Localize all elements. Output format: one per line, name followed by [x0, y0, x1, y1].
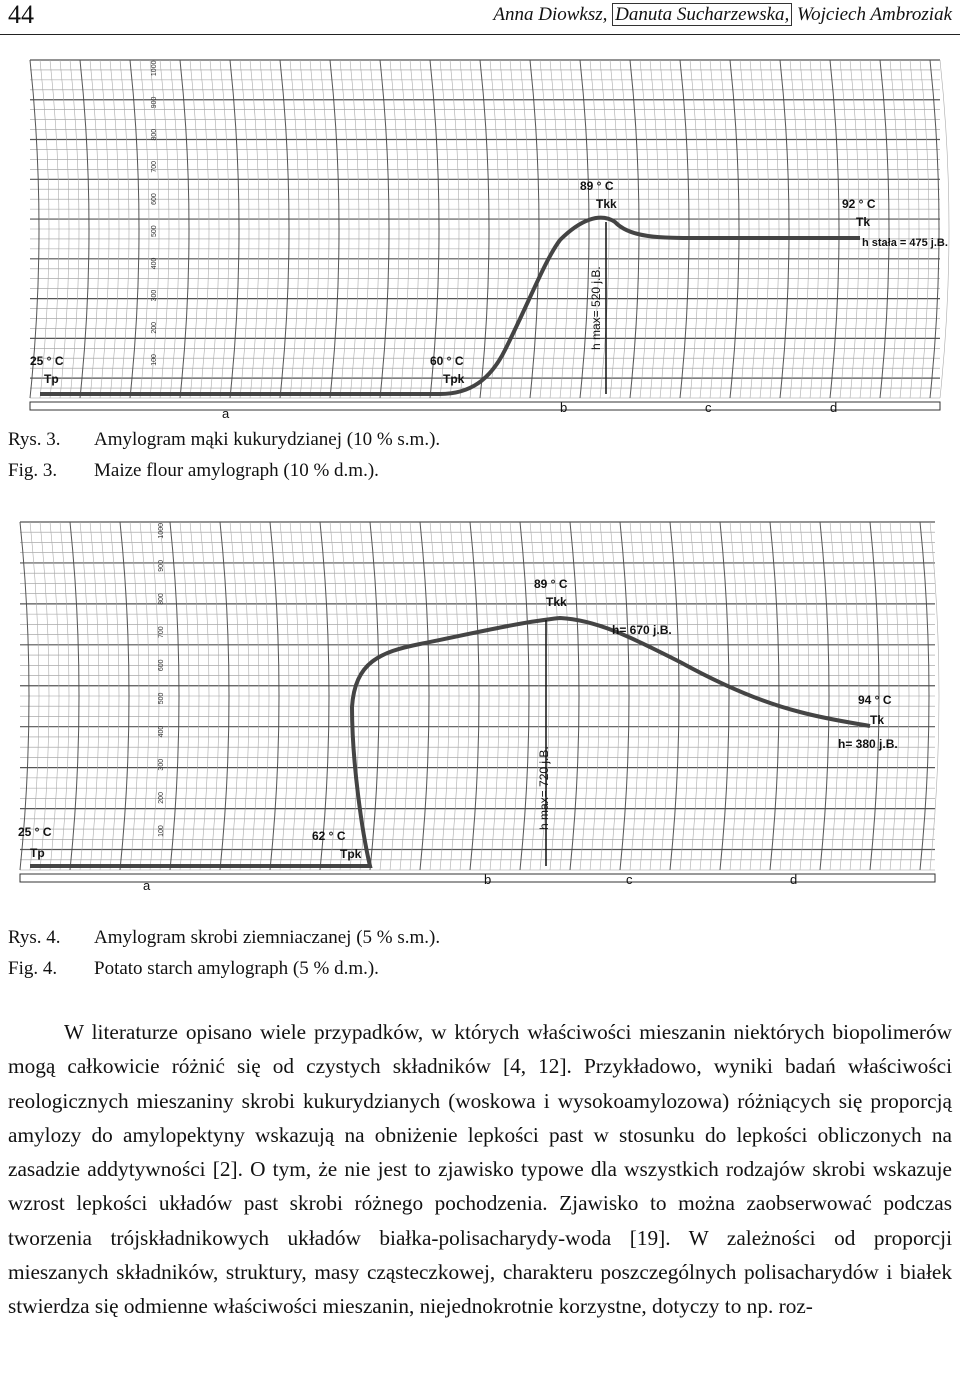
- y-scale-label: 1000: [158, 522, 165, 539]
- figure-3-grid: [30, 60, 949, 410]
- fig3-phase-a: a: [222, 406, 230, 420]
- fig4-h-max-label: h max= 720 j.B.: [537, 746, 551, 830]
- y-scale-label: 300: [158, 758, 165, 771]
- fig3-h-final: h stała = 475 j.B.: [862, 237, 948, 249]
- running-head-authors: [493, 4, 952, 26]
- y-scale-label: 300: [151, 289, 158, 302]
- fig4-caption-en-label: Fig. 4.: [8, 958, 58, 979]
- fig3-caption-en-label: Fig. 3.: [8, 460, 58, 481]
- fig3-t-kk-sym: Tkk: [596, 197, 617, 211]
- fig3-t-start: 25 ° C: [30, 354, 64, 368]
- y-scale-label: 1000: [151, 60, 158, 77]
- fig4-t-kk: 89 ° C: [534, 577, 568, 591]
- fig3-y-scale: [151, 60, 158, 365]
- author-3: Wojciech Ambroziak: [797, 4, 952, 25]
- fig3-t-start-sym: Tp: [44, 372, 59, 386]
- fig3-phase-d: d: [830, 400, 838, 415]
- fig4-t-k: 94 ° C: [858, 693, 892, 707]
- fig4-phase-c: c: [626, 872, 633, 887]
- fig4-phase-a: a: [143, 878, 151, 892]
- fig4-t-start-sym: Tp: [30, 846, 45, 860]
- fig3-caption-en: Maize flour amylograph (10 % d.m.).: [94, 460, 379, 481]
- author-1: Anna Diowksz,: [493, 4, 608, 25]
- y-scale-label: 700: [158, 626, 165, 638]
- fig4-h-final: h= 380 j.B.: [838, 737, 898, 751]
- fig3-phase-c: c: [705, 400, 712, 415]
- fig3-caption-pl-label: Rys. 3.: [8, 429, 61, 450]
- y-scale-label: 200: [158, 792, 165, 804]
- time-axis-bar: [30, 402, 940, 410]
- y-scale-label: 500: [158, 692, 165, 705]
- fig4-t-kk-sym: Tkk: [546, 595, 567, 609]
- fig3-t-k-sym: Tk: [856, 215, 871, 229]
- figure-4-caption: [8, 922, 440, 984]
- fig4-phase-d: d: [790, 872, 798, 887]
- fig4-t-k-sym: Tk: [870, 713, 885, 727]
- body-paragraph: W literaturze opisano wiele przypadków, w których właściwości mieszanin niektórych biopolimerów mogą całkowicie różnić się od czystych składników [4, 12]. Przykładowo, wyniki badań właściwości reologicznych mieszaniny skrobi kukurydzianych (woskowa i wysokoamylozowa) różniących się proporcją amylozy do amylopektyny wskazują na obniżenie lepkości past w stosunku do lepkości obliczonych na zasadzie addytywności [2]. O tym, że nie jest to zjawisko typowe dla wszystkich rodzajów skrobi wskazuje wzrost lepkości układów past skrobi różnego pochodzenia. Zjawisko to można zaobserwować podczas tworzenia trójskładnikowych układów białka-polisacharydy-woda [19]. W zależności od proporcji mieszanych składników, struktury, masy cząsteczkowej, charakteru poszczególnych polisacharydów i białek stwierdza się odmienne właściwości mieszanin, niejednokrotnie korzystne, dotyczy to np. roz-: [8, 1020, 952, 1319]
- fig3-t-kk: 89 ° C: [580, 179, 614, 193]
- y-scale-label: 400: [158, 725, 165, 738]
- fig4-h-mid: h= 670 j.B.: [612, 623, 672, 637]
- fig4-t-pk-sym: Tpk: [340, 847, 362, 861]
- fig3-h-max-label: h max= 520 j.B.: [589, 266, 603, 350]
- y-scale-label: 200: [151, 321, 158, 334]
- time-axis-bar: [20, 874, 935, 882]
- fig3-t-pk-sym: Tpk: [443, 372, 465, 386]
- grid-arc: [940, 60, 949, 398]
- y-scale-label: 100: [158, 825, 165, 837]
- y-scale-label: 600: [151, 193, 158, 205]
- body-text: [8, 1015, 952, 1324]
- fig3-t-k: 92 ° C: [842, 197, 876, 211]
- figure-3-amylograph: [0, 50, 960, 420]
- y-scale-label: 400: [151, 257, 158, 270]
- y-scale-label: 800: [158, 593, 165, 605]
- y-scale-label: 100: [151, 354, 158, 366]
- fig3-phase-b: b: [560, 400, 568, 415]
- y-scale-label: 700: [151, 160, 158, 173]
- fig4-t-pk: 62 ° C: [312, 829, 346, 843]
- figure-4-amylograph: [0, 512, 960, 892]
- fig4-phase-b: b: [484, 872, 492, 887]
- y-scale-label: 900: [151, 96, 158, 109]
- y-scale-label: 500: [151, 225, 158, 238]
- y-scale-label: 900: [158, 560, 165, 572]
- y-scale-label: 800: [151, 128, 158, 141]
- fig4-t-start: 25 ° C: [18, 825, 52, 839]
- y-scale-label: 600: [158, 659, 165, 672]
- page-number: 44: [8, 0, 34, 29]
- page-header: [0, 0, 960, 35]
- fig4-caption-en: Potato starch amylograph (5 % d.m.).: [94, 958, 379, 979]
- fig4-caption-pl: Amylogram skrobi ziemniaczanej (5 % s.m.).: [94, 927, 441, 948]
- fig3-caption-pl: Amylogram mąki kukurydzianej (10 % s.m.).: [94, 429, 441, 450]
- figure-3-caption: [8, 424, 440, 486]
- fig4-caption-pl-label: Rys. 4.: [8, 927, 61, 948]
- fig3-t-pk: 60 ° C: [430, 354, 464, 368]
- author-2-highlighted: Danuta Sucharzewska,: [612, 3, 792, 26]
